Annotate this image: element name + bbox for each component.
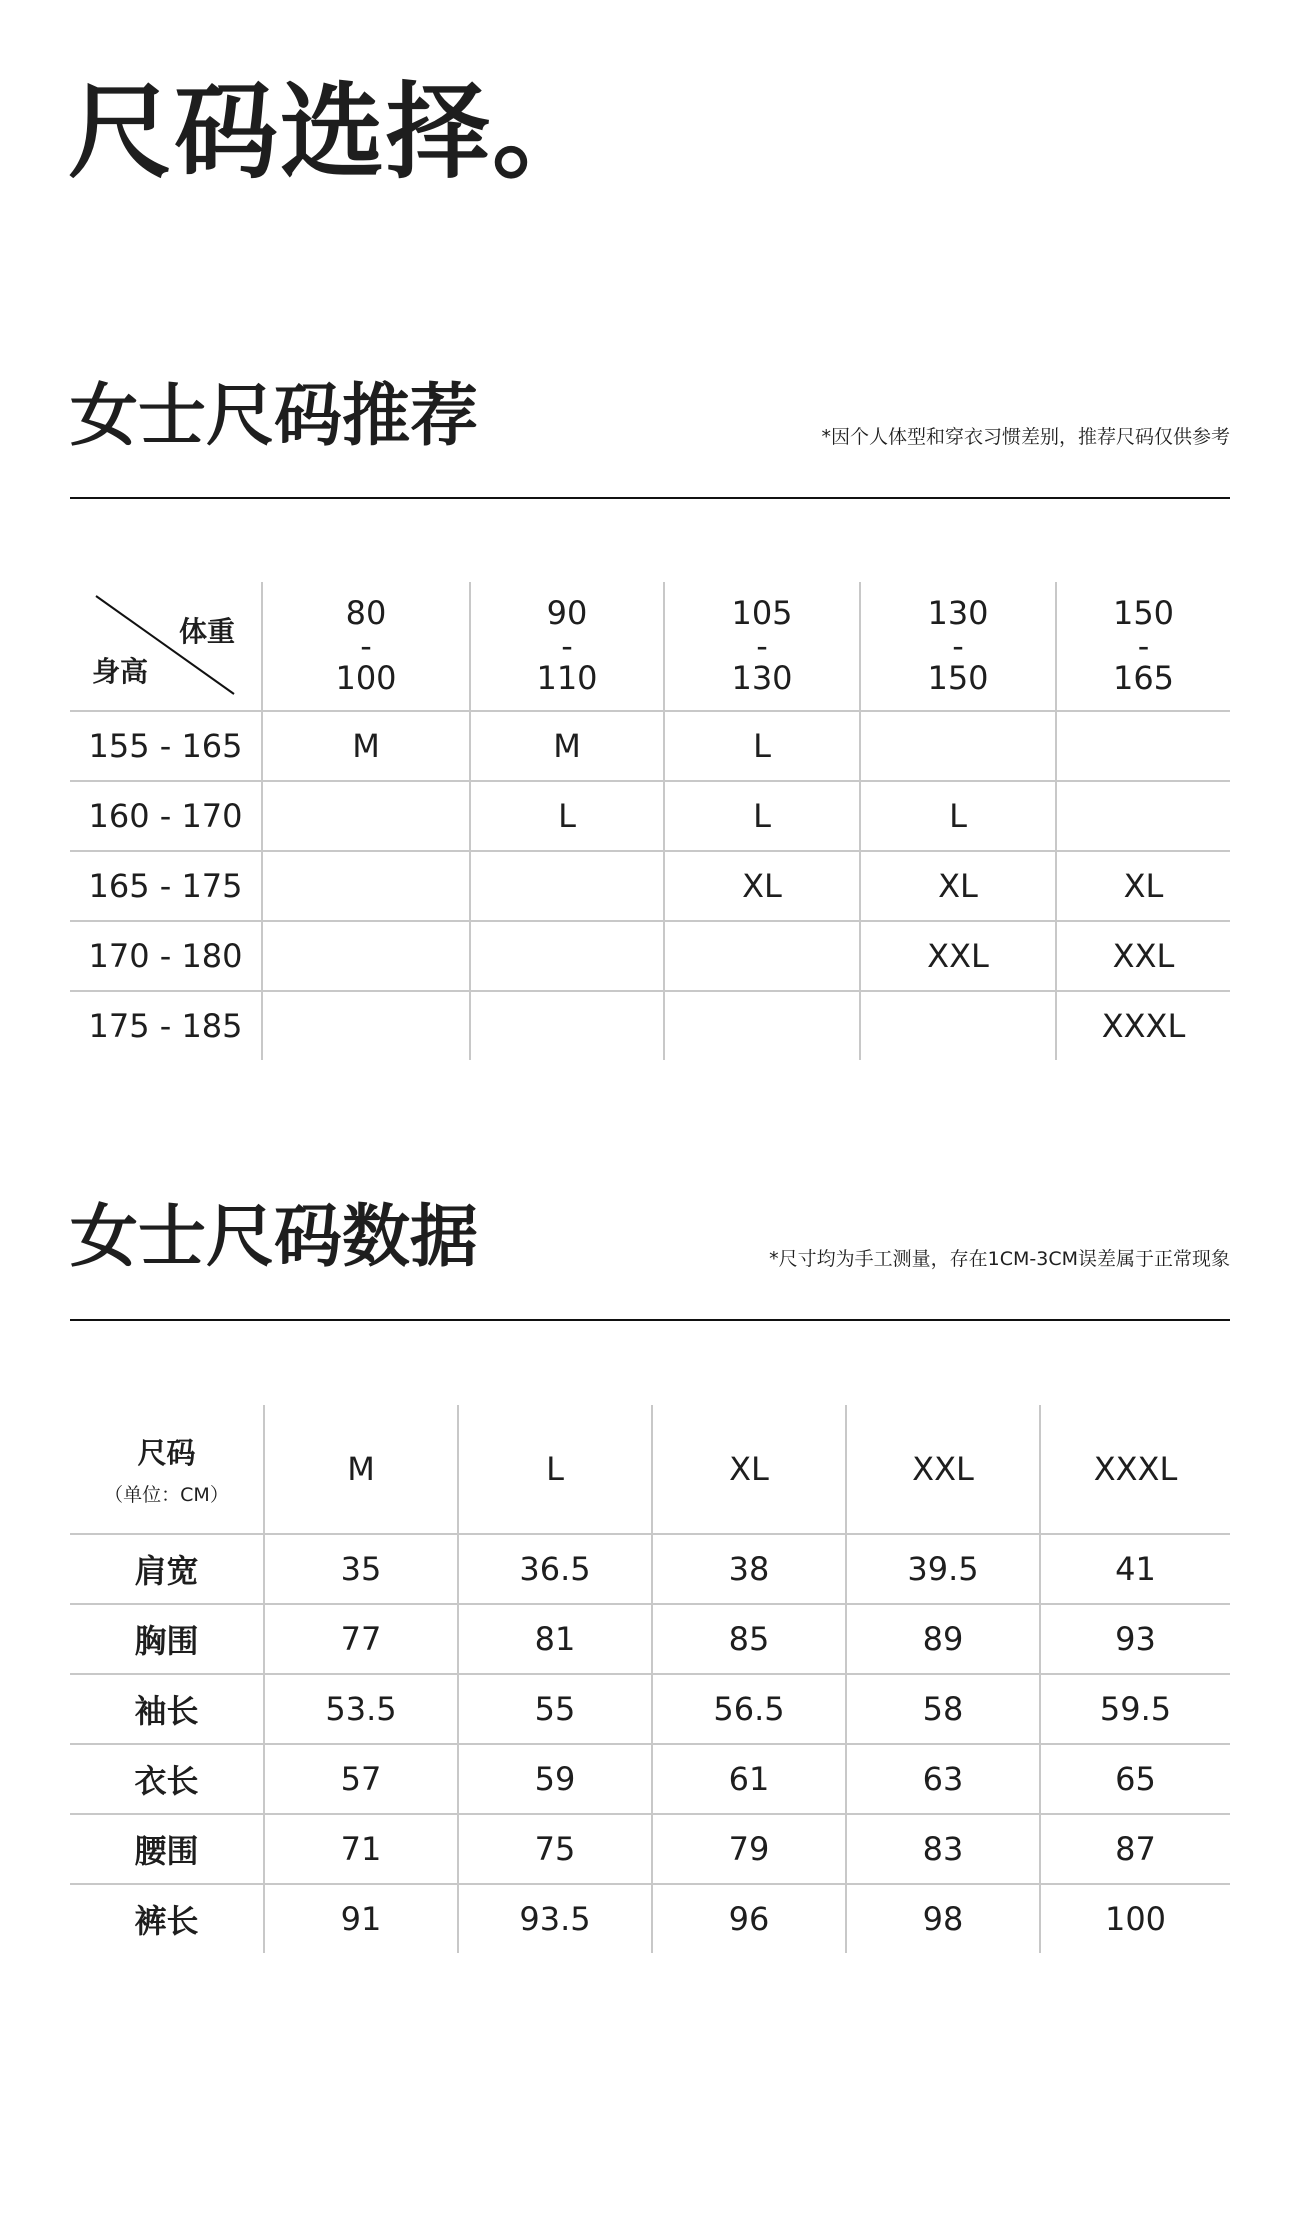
size-cell	[664, 991, 860, 1060]
size-cell: XL	[664, 851, 860, 921]
weight-from: 80	[345, 594, 387, 633]
table-row	[70, 1674, 1230, 1744]
size-cell: L	[470, 781, 664, 851]
unit-label: （单位：CM）	[104, 1484, 229, 1506]
weight-header-cell	[664, 582, 860, 711]
table-row	[70, 1744, 1230, 1814]
size-cell: XXXL	[1101, 1007, 1186, 1045]
weight-sep: -	[1137, 626, 1150, 665]
measure-value: 61	[652, 1744, 846, 1814]
weight-sep: -	[952, 626, 964, 665]
weight-from: 130	[927, 594, 989, 633]
size-cell: XXL	[860, 921, 1056, 991]
size-cell: L	[860, 781, 1056, 851]
weight-to: 165	[1112, 659, 1175, 698]
table-row	[70, 991, 1230, 1060]
measure-value: 81	[458, 1604, 652, 1674]
size-data-table	[70, 1405, 1230, 1953]
size-cell	[262, 991, 470, 1060]
measure-value: 38	[652, 1534, 846, 1604]
corner-cell	[70, 582, 262, 711]
table-row	[70, 1814, 1230, 1884]
size-cell	[470, 991, 664, 1060]
measure-label: 衣长	[70, 1744, 264, 1814]
measure-value: 77	[264, 1604, 458, 1674]
height-label: 155 - 165	[70, 711, 262, 781]
measure-label: 裤长	[70, 1884, 264, 1953]
measure-value: 39.5	[846, 1534, 1040, 1604]
size-cell: M	[470, 711, 664, 781]
size-cell	[860, 991, 1056, 1060]
size-header-cell: XL	[652, 1405, 846, 1534]
weight-to: 110	[536, 659, 598, 698]
measure-value: 35	[264, 1534, 458, 1604]
table-row	[70, 851, 1230, 921]
size-cell: L	[664, 781, 860, 851]
corner-height-label: 身高	[92, 655, 149, 688]
measure-value: 93	[1040, 1604, 1230, 1674]
page-title: 尺码选择。	[68, 71, 599, 193]
size-cell	[664, 921, 860, 991]
size-cell: XXL	[1056, 921, 1230, 991]
measure-value: 100	[1104, 1900, 1167, 1938]
measure-value: 79	[652, 1814, 846, 1884]
measure-label: 袖长	[70, 1674, 264, 1744]
size-cell	[262, 921, 470, 991]
measure-value: 59.5	[1040, 1674, 1230, 1744]
table-row	[70, 1884, 1230, 1953]
size-cell	[262, 851, 470, 921]
size-header-cell: XXL	[846, 1405, 1040, 1534]
table-row	[70, 781, 1230, 851]
measure-value: 96	[652, 1884, 846, 1953]
data-note: *尺寸均为手工测量，存在1CM-3CM误差属于正常现象	[769, 1248, 1230, 1270]
size-cell	[262, 781, 470, 851]
measure-value: 98	[846, 1884, 1040, 1953]
measure-value: 53.5	[264, 1674, 458, 1744]
measure-value: 93.5	[458, 1884, 652, 1953]
measure-value: 65	[1040, 1744, 1230, 1814]
measure-label: 胸围	[70, 1604, 264, 1674]
table-row	[70, 1604, 1230, 1674]
measure-value: 71	[264, 1814, 458, 1884]
height-label: 160 - 170	[70, 781, 262, 851]
weight-header-cell	[860, 582, 1056, 711]
recommend-table	[70, 582, 1230, 1060]
size-cell: XL	[1056, 851, 1230, 921]
weight-from: 105	[731, 594, 793, 633]
table-row	[70, 921, 1230, 991]
size-cell: M	[262, 711, 470, 781]
measure-value: 56.5	[652, 1674, 846, 1744]
data-header-row	[70, 1405, 1230, 1534]
corner-weight-label: 体重	[178, 615, 235, 648]
size-header-cell: L	[458, 1405, 652, 1534]
recommend-divider	[70, 497, 1230, 499]
height-label: 165 - 175	[70, 851, 262, 921]
measure-value: 59	[458, 1744, 652, 1814]
measure-value: 55	[458, 1674, 652, 1744]
measure-value: 63	[846, 1744, 1040, 1814]
height-label: 170 - 180	[70, 921, 262, 991]
size-cell: XL	[860, 851, 1056, 921]
size-cell	[470, 921, 664, 991]
weight-sep: -	[756, 626, 768, 665]
measure-value: 58	[846, 1674, 1040, 1744]
size-header-label: 尺码	[137, 1436, 196, 1470]
measure-label: 腰围	[70, 1814, 264, 1884]
data-section-title: 女士尺码数据	[70, 1198, 479, 1277]
measure-value: 89	[846, 1604, 1040, 1674]
measure-value: 85	[652, 1604, 846, 1674]
height-label: 175 - 185	[70, 991, 262, 1060]
size-cell	[470, 851, 664, 921]
weight-sep: -	[360, 626, 372, 665]
measure-value: 87	[1040, 1814, 1230, 1884]
measure-value: 41	[1040, 1534, 1230, 1604]
size-cell: L	[664, 711, 860, 781]
size-header-cell: M	[264, 1405, 458, 1534]
measure-value: 91	[264, 1884, 458, 1953]
measure-label: 肩宽	[70, 1534, 264, 1604]
weight-sep: -	[561, 626, 573, 665]
size-cell	[860, 711, 1056, 781]
table-row	[70, 711, 1230, 781]
weight-from: 90	[546, 594, 588, 633]
table-row	[70, 1534, 1230, 1604]
measure-value: 83	[846, 1814, 1040, 1884]
weight-from: 150	[1112, 594, 1175, 633]
measure-value: 57	[264, 1744, 458, 1814]
recommend-note: *因个人体型和穿衣习惯差别，推荐尺码仅供参考	[821, 426, 1230, 448]
measure-value: 75	[458, 1814, 652, 1884]
size-header-cell: XXXL	[1040, 1405, 1230, 1534]
weight-header-cell	[470, 582, 664, 711]
weight-to: 150	[927, 659, 989, 698]
data-divider	[70, 1319, 1230, 1321]
size-unit-header	[70, 1405, 264, 1534]
size-cell	[1056, 711, 1230, 781]
weight-header-cell	[1056, 582, 1230, 711]
recommend-header-row	[70, 582, 1230, 711]
weight-header-cell	[262, 582, 470, 711]
weight-to: 100	[335, 659, 397, 698]
weight-to: 130	[731, 659, 793, 698]
recommend-section-title: 女士尺码推荐	[70, 377, 479, 456]
measure-value: 36.5	[458, 1534, 652, 1604]
size-cell	[1056, 781, 1230, 851]
